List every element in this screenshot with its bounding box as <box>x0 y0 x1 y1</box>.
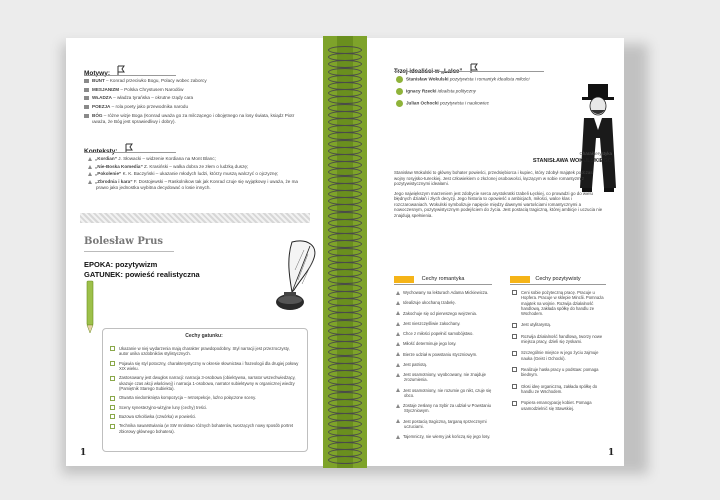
list-item: Jest utylitarystą. <box>512 322 608 327</box>
checkbox-icon <box>512 351 517 356</box>
cechy-title: Cechy gatunku: <box>185 333 223 339</box>
triangle-bullet-icon <box>396 311 400 315</box>
pozytywista-list <box>512 290 608 417</box>
divider <box>394 71 544 72</box>
pencil-icon <box>84 279 96 335</box>
right-page <box>362 38 624 466</box>
romantyk-list <box>396 290 496 444</box>
list-item: MESJANIZM – Polska Chrystusem Narodów <box>84 87 304 93</box>
list-item: Głosi ideę organiczną, zakłada spółkę do handlu ze Wschodem. <box>512 384 608 395</box>
checkbox-icon <box>512 384 517 389</box>
flag-icon <box>469 63 479 74</box>
list-item: Ignacy Rzecki idealista polityczny <box>396 88 566 95</box>
checkbox-icon <box>512 323 517 328</box>
checkbox-icon <box>110 346 115 351</box>
triangle-bullet-icon <box>396 388 400 392</box>
divider <box>84 251 174 252</box>
list-item: Rozwija działalność handlową, tworzy nowe miejsca pracy, dzieli się zyskami. <box>512 334 608 345</box>
list-item: Sceny synestezyjno-wizyjne luny (cechy) treści. <box>110 405 300 410</box>
list-item: Jest postacią tragiczną, targaną sprzecznymi uczuciami. <box>396 419 496 430</box>
checkbox-icon <box>110 414 115 419</box>
quill-inkwell-icon <box>264 236 320 314</box>
list-item: BÓG – różne wizje Boga (Konrad uważa go za milczącego i obojętnego na losy świata, ksiądz Piotr uważa, że Bóg jest sprawiedliwy i dobry). <box>84 113 304 124</box>
list-item: BUNT – Konrad przeciwko Bogu, Polacy wobec zaborcy <box>84 78 304 84</box>
checkbox-icon <box>512 290 517 295</box>
triangle-bullet-icon <box>396 301 400 305</box>
list-item: WŁADZA – władza tyrańska – okrutne rządy cara <box>84 95 304 101</box>
gatunek-label: GATUNEK: powieść realistyczna <box>84 270 200 279</box>
list-item: Bierze udział w powstaniu styczniowym. <box>396 352 496 357</box>
checkbox-icon <box>110 376 115 381</box>
bullet-icon <box>84 79 89 83</box>
checkbox-icon <box>110 361 115 366</box>
checkbox-icon <box>512 334 517 339</box>
triangle-bullet-icon <box>396 363 400 367</box>
triangle-bullet-icon <box>396 352 400 356</box>
triangle-bullet-icon <box>396 322 400 326</box>
triangle-bullet-icon <box>88 172 92 176</box>
cechy-list <box>110 346 300 438</box>
page-number: 1 <box>80 448 87 458</box>
romantyk-title: Cechy romantyka <box>421 276 465 282</box>
checkbox-icon <box>512 401 517 406</box>
circle-bullet-icon <box>396 76 403 83</box>
checkbox-icon <box>110 405 115 410</box>
triangle-bullet-icon <box>396 419 400 423</box>
checkbox-icon <box>110 396 115 401</box>
trzej-title: Trzej idealiści w „Lalce” <box>394 69 463 75</box>
checkbox-icon <box>110 424 115 429</box>
checkbox-icon <box>512 367 517 372</box>
list-item: Jest osamotniony, wyobcowany, nie znajduje zrozumienia. <box>396 372 496 383</box>
konteksty-list <box>88 156 298 193</box>
triangle-bullet-icon <box>396 404 400 408</box>
list-item: Realizuje hasła pracy u podstaw: pomaga biednym. <box>512 367 608 378</box>
divider <box>394 284 492 285</box>
page-number: 1 <box>608 448 615 458</box>
konteksty-title: Konteksty: <box>84 148 118 155</box>
triangle-bullet-icon <box>396 373 400 377</box>
list-item: Ukazanie w niej wydarzenia mają charakter prawdopodobny. Styl narracji jest przezroczysty, autor unika ozdobników stylistycznych. <box>110 346 300 357</box>
bullet-icon <box>84 88 89 92</box>
list-item: Jest patriotą. <box>396 362 496 367</box>
motywy-title: Motywy: <box>84 70 110 77</box>
list-item: POEZJA – rola poety jako przewodnika narodu <box>84 104 304 110</box>
list-item: Stanisław Wokulski pozytywista i romantyk idealista miłości <box>396 76 566 83</box>
bullet-icon <box>84 105 89 109</box>
list-item: Technika nawarstwiania (w SW mnóstwo różnych bohaterów, tworzących nowy sposób portret zbiorowy głównego bohatera). <box>110 423 300 434</box>
paragraph: Jego największym marzeniem jest zdobycie serca arystokratki Izabeli Łęckiej, co prowadzi go do wielu błędnych działań i złych decyzji. Jego historia to opowieść o ambicjach, miłości, walce klas i rozczarowaniach. Wokulski symbolizuje napięcie między dawnymi wartościami romantycznymi a nowoczesnym, pozytywistycznym podejściem do życia. Jest postacią tragiczną, której ambicje i uczucia nie znajdują spełnienia. <box>394 190 603 218</box>
list-item: Zastosowany jest dwugłos narracji: narracja 3-osobowa (obiektywna, narrator wszechwiedzący, ukazuje czas akcji właściwej) i narracja 1-osobowa, narrator subiektywny w organicznej wiedzy (Pamiętnik Starego Subiekta). <box>110 375 300 391</box>
triangle-bullet-icon <box>396 291 400 295</box>
list-item: Idealizuje ukochaną Izabelę. <box>396 300 496 305</box>
list-item: Julian Ochocki pozytywista i naukowiec <box>396 100 566 107</box>
description-text <box>394 170 604 218</box>
list-item: Szczególnie miejsce w jego życiu zajmuje nauka (Geist i Ochocki). <box>512 350 608 361</box>
list-item: Miłość determinuje jego losy. <box>396 341 496 346</box>
bullet-icon <box>84 114 89 118</box>
triangle-bullet-icon <box>88 157 92 161</box>
list-item: „Pokolenie” K. K. Baczyński – ukazanie młodych ludzi, którzy muszą walczyć o ojczyznę; <box>88 171 298 177</box>
epoka-label: EPOKA: pozytywizm <box>84 260 158 269</box>
list-item: Tajemniczy, nie wiemy jak kończą się jego losy. <box>396 434 496 439</box>
pozytywista-title: Cechy pozytywisty <box>535 276 581 282</box>
trzej-list <box>396 76 566 112</box>
list-item: Jest osamotniony, nie rozumie go nikt, czuje się obco. <box>396 388 496 399</box>
triangle-bullet-icon <box>88 180 92 184</box>
divider <box>84 75 176 76</box>
list-item: Zakochuje się od pierwszego wejrzenia. <box>396 311 496 316</box>
paragraph: Stanisław Wokulski to główny bohater powieści, przedsiębiorca i kupiec, który zdobył majątek podczas wojny rosyjsko-tureckiej. Jest człowiekiem o złożonej osobowości, łączącym w sobie romantyzm z pozytywistycznymi ideałami. <box>394 170 593 186</box>
list-item: Popiera emancypację kobiet. Pomaga usamodzielnić się Stawskiej. <box>512 400 608 411</box>
list-item: „Zbrodnia i kara” F. Dostojewski – Raskolnikow tak jak Konrad czuje się wyjątkowy i uważa, że ma prawo jako jednostka wybitna decydować o losie innych. <box>88 179 298 190</box>
left-page <box>66 38 328 466</box>
list-item: „Kordian” J. Słowacki – widzenie Kordiana na Mont Blanc; <box>88 156 298 162</box>
circle-bullet-icon <box>396 88 403 95</box>
triangle-bullet-icon <box>88 165 92 169</box>
motywy-list <box>84 78 304 127</box>
divider <box>510 284 606 285</box>
triangle-bullet-icon <box>396 435 400 439</box>
author-title: Bolesław Prus <box>84 236 164 247</box>
portrait-caption: Charakterystyka <box>579 151 612 156</box>
list-item: „Nie-Boska Komedia” Z. Krasiński – walka dobra ze złem o ludzką duszę; <box>88 164 298 170</box>
circle-bullet-icon <box>396 100 403 107</box>
list-item: Otwarta niedomknięta kompozycja – retrospekcje, luźno połączone sceny. <box>110 395 300 400</box>
triangle-bullet-icon <box>396 332 400 336</box>
ornament-band <box>80 213 310 223</box>
list-item: Jest nieszczęśliwie zakochany. <box>396 321 496 326</box>
list-item: Ceni sobie pożyteczną pracę. Pracuje u Hopfera. Pracuje w sklepie Minclii. Pomnaża majątek na wojnie. Rozwija działalność handlową, zakłada spółkę do handlu ze Wschodem. <box>512 290 608 316</box>
list-item: Wychowany na lekturach Adama Mickiewicza. <box>396 290 496 295</box>
triangle-bullet-icon <box>396 342 400 346</box>
bullet-icon <box>84 96 89 100</box>
portrait-name: STANISŁAWA WOKULSKIEGO <box>532 158 612 164</box>
list-item: Pojawia się styl potoczny, charakterystyczny w okresie słownictwa i frazeologii dla drugiej połowy XIX wieku. <box>110 361 300 372</box>
list-item: Zostaje zesłany na Sybir za udział w Powstaniu Styczniowym. <box>396 403 496 414</box>
list-item: Bazowa szkolówka (czwórka) w powieści. <box>110 414 300 419</box>
list-item: Chce z miłości popełnić samobójstwo. <box>396 331 496 336</box>
divider <box>84 152 176 153</box>
